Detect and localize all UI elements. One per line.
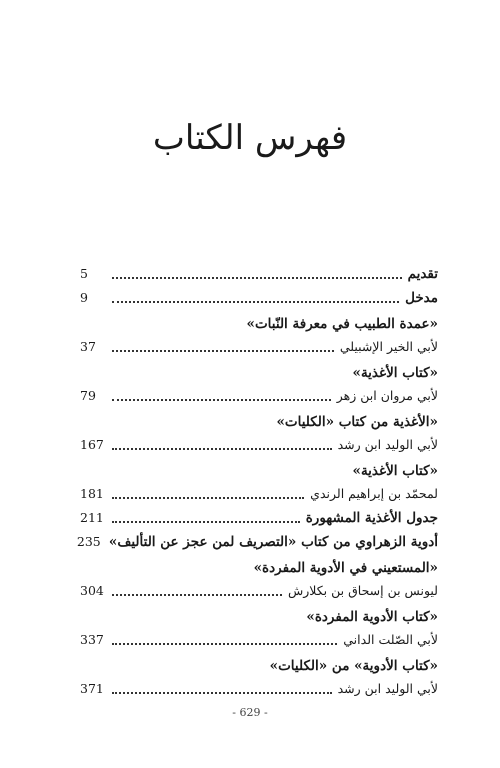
toc-entry-author: لأبي مروان ابن زهر xyxy=(336,388,438,403)
toc-entry-page: 9 xyxy=(80,290,88,305)
toc-entry xyxy=(80,335,438,359)
toc-entry-page: 181 xyxy=(80,486,104,501)
toc-entry xyxy=(80,262,438,286)
dot-leader xyxy=(112,642,337,645)
toc-entry xyxy=(80,482,438,506)
toc-entry-title: تقديم xyxy=(407,266,438,282)
toc-entry-author: لأبي الصّلت الداني xyxy=(343,632,438,647)
toc-section-heading: «كتاب الأدوية» من «الكليات» xyxy=(269,658,438,674)
toc-entry xyxy=(80,384,438,408)
dot-leader xyxy=(112,276,402,279)
dot-leader xyxy=(112,593,282,596)
toc-entry-title: جدول الأغذية المشهورة xyxy=(305,510,438,526)
toc-entry xyxy=(80,433,438,457)
table-of-contents xyxy=(76,262,438,701)
dot-leader xyxy=(112,447,332,450)
dot-leader xyxy=(112,520,300,523)
toc-section-heading: «كتاب الأغذية» xyxy=(352,463,438,479)
toc-entry xyxy=(80,579,438,603)
toc-entry-page: 5 xyxy=(80,266,88,281)
toc-entry-page: 235 xyxy=(76,534,101,549)
dot-leader xyxy=(112,398,331,401)
toc-entry xyxy=(80,506,438,530)
toc-entry-author: لأبي الوليد ابن رشد xyxy=(337,681,438,696)
toc-entry xyxy=(76,530,438,554)
toc-entry xyxy=(80,677,438,701)
toc-entry-page: 304 xyxy=(80,583,104,598)
toc-section-heading: «عمدة الطبيب في معرفة النّبات» xyxy=(246,316,438,332)
dot-leader xyxy=(112,300,399,303)
toc-entry-title: مدخل xyxy=(405,290,438,306)
toc-entry-author: لأبي الوليد ابن رشد xyxy=(337,437,438,452)
toc-section-heading: «كتاب الأدوية المفردة» xyxy=(306,609,438,625)
dot-leader xyxy=(112,496,304,499)
toc-entry xyxy=(80,628,438,652)
dot-leader xyxy=(112,691,332,694)
toc-entry-title: أدوية الزهراوي من كتاب «التصريف لمن عجز عن التأليف» xyxy=(108,534,438,550)
toc-entry-author: ليونس بن إسحاق بن بكلارش xyxy=(288,583,438,598)
toc-entry-author: لمحمّد بن إبراهيم الرندي xyxy=(310,486,438,501)
toc-entry-page: 167 xyxy=(80,437,104,452)
toc-section-heading: «الأغذية من كتاب «الكليات» xyxy=(276,414,438,430)
page-title: فهرس الكتاب xyxy=(152,118,348,158)
toc-entry-page: 371 xyxy=(80,681,104,696)
toc-section-heading: «كتاب الأغذية» xyxy=(352,365,438,381)
dot-leader xyxy=(112,349,334,352)
toc-entry-page: 337 xyxy=(80,632,104,647)
toc-entry-page: 211 xyxy=(80,510,104,525)
toc-entry-page: 79 xyxy=(80,388,96,403)
toc-entry-page: 37 xyxy=(80,339,96,354)
toc-entry-author: لأبي الخير الإشبيلي xyxy=(339,339,438,354)
toc-section-heading: «المستعيني في الأدوية المفردة» xyxy=(253,560,438,576)
page-number: - 629 - xyxy=(232,706,268,719)
toc-entry xyxy=(80,286,438,310)
